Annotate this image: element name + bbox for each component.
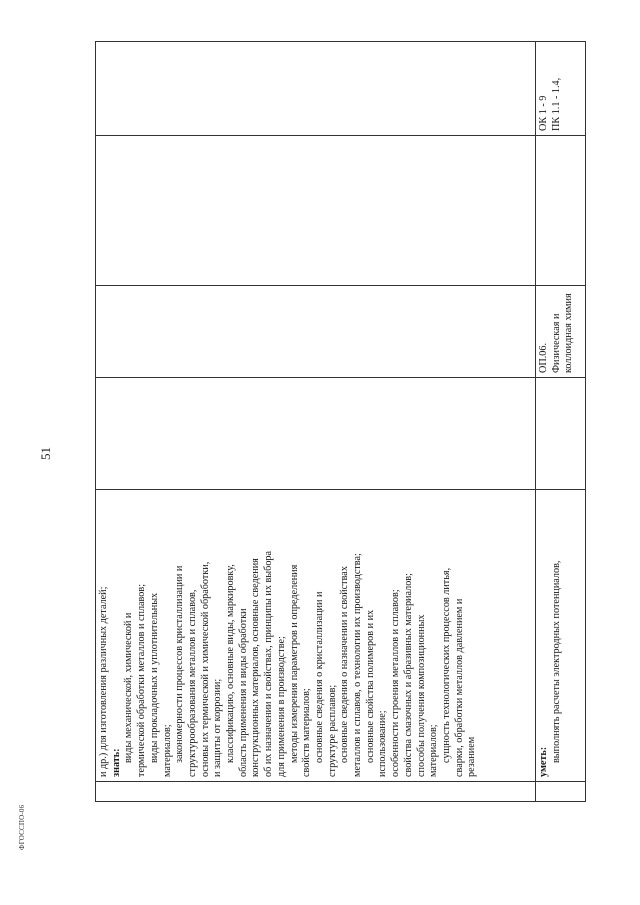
table-cell (96, 286, 536, 378)
knowledge-line: и защиты от коррозии; (212, 678, 224, 777)
skills-heading: уметь: (538, 746, 549, 777)
table-row (536, 42, 586, 802)
knowledge-line: для применения в производстве; (275, 636, 287, 777)
table-cell (96, 782, 536, 802)
footer-code: ФГОССПО-06 (18, 804, 26, 850)
knowledge-line: особенности строения металлов и сплавов; (390, 589, 402, 777)
table-cell (536, 782, 586, 802)
knowledge-line: методы измерения параметров и определения (288, 564, 300, 763)
discipline-name: ОП.06. Физическая и коллоидная химия (538, 293, 575, 373)
knowledge-line: закономерности процессов кристаллизации и (174, 565, 186, 763)
knowledge-line: конструкционных материалов, основные сведения (250, 558, 262, 777)
table-cell (96, 378, 536, 490)
knowledge-line: свойств материалов; (301, 688, 313, 777)
knowledge-text (96, 490, 479, 781)
table-cell (536, 136, 586, 286)
knowledge-line: знать: (110, 748, 122, 777)
competencies-general: ОК 1 - 9 (538, 95, 549, 131)
competencies-professional: ПК 1.1 - 1.4, (550, 77, 562, 131)
knowledge-line: виды механической, химической и (123, 612, 135, 763)
table-cell (96, 136, 536, 286)
knowledge-line: основные сведения о назначении и свойствах (339, 566, 351, 763)
knowledge-line: способы получения композиционных (415, 614, 427, 777)
table-cell (536, 378, 586, 490)
competency-table (95, 41, 586, 802)
knowledge-line: резанием (466, 736, 478, 777)
knowledge-line: термической обработки металлов и сплавов; (136, 583, 148, 777)
knowledge-line: материалов; (161, 724, 173, 777)
knowledge-line: свойства смазочных и абразивных материалов; (402, 573, 414, 777)
table-cell-competencies (536, 42, 586, 136)
knowledge-line: структуре расплавов; (326, 684, 338, 777)
knowledge-line: основные сведения о кристаллизации и (313, 591, 325, 763)
page-number: 51 (38, 447, 53, 460)
knowledge-line: основные свойства полимеров и их (364, 609, 376, 763)
knowledge-line: использование; (377, 710, 389, 777)
skills-text: выполнять расчеты электродных потенциалов, (550, 560, 562, 763)
table-cell-knowledge (96, 490, 536, 782)
knowledge-line: и др.) для изготовления различных деталей; (98, 586, 109, 777)
knowledge-line: структурообразования металлов и сплавов, (186, 589, 198, 777)
table-row (96, 42, 536, 802)
knowledge-line: сущность технологических процессов литья, (440, 567, 452, 763)
knowledge-line: сварки, обработки металлов давлением и (453, 598, 465, 777)
knowledge-line: виды прокладочных и уплотнительных (148, 592, 160, 763)
knowledge-line: об их назначении и свойствах, принципы их выбора (263, 550, 275, 777)
knowledge-line: основы их термической и химической обработки, (199, 561, 211, 777)
knowledge-line: классификацию, основные виды, маркировку, (225, 564, 237, 763)
rotated-table-wrapper (95, 42, 585, 802)
knowledge-line: область применения и виды обработки (237, 608, 249, 777)
knowledge-line: материалов; (428, 724, 440, 777)
table-cell-discipline (536, 286, 586, 378)
knowledge-line: металлов и сплавов, о технологии их производства; (352, 553, 364, 777)
table-cell (96, 42, 536, 136)
table-cell-skills (536, 490, 586, 782)
